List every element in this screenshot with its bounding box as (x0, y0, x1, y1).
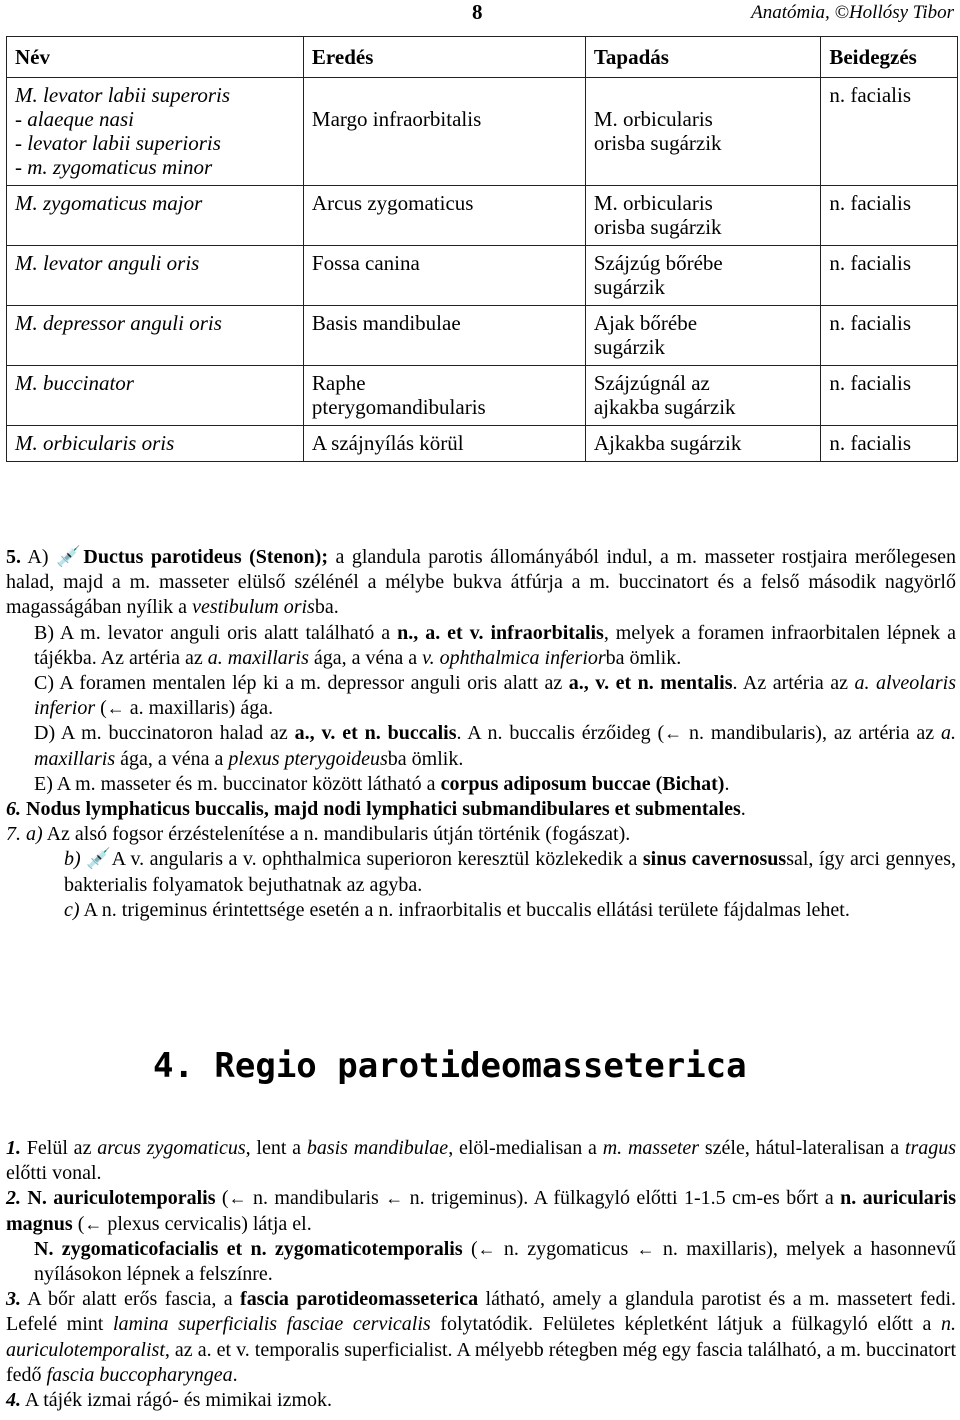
item-2: 2. N. auriculotemporalis (← n. mandibularis ← n. trigeminus). A fülkagyló előtti 1-1.5 cm-es bőrt a n. auricularis magnus (← plexus cervicalis) látja el. (6, 1187, 957, 1235)
innervation-cell: n. facialis (821, 78, 958, 186)
origin-cell: A szájnyílás körül (303, 426, 585, 462)
item-5b: B) A m. levator anguli oris alatt található a n., a. et v. infraorbitalis, melyek a foramen infraorbitalen lépnek a tájékba. Az artéria az a. maxillaris ága, a véna a v. ophthalmica inferiorba ömlik. (34, 621, 957, 669)
innervation-cell: n. facialis (821, 246, 958, 306)
arrow-left-icon: ← (477, 1238, 496, 1259)
item-7b: b) 💉A v. angularis a v. ophthalmica superioron keresztül közlekedik a sinus cavernosussal, így arci gennyes, bakterialis folyamatok bejuthatnak az agyba. (64, 848, 957, 896)
origin-cell: Raphe pterygomandibularis (303, 366, 585, 426)
table-row (7, 426, 958, 462)
muscle-name-cell: M. buccinator (7, 366, 304, 426)
item-7a: 7. a) Az alsó fogsor érzéstelenítése a n. mandibularis útján történik (fogászat). (6, 823, 631, 846)
item-1: 1. Felül az arcus zygomaticus, lent a basis mandibulae, elöl-medialisan a m. masseter széle, hátul-lateralisan a tragus előtti vonal. (6, 1137, 957, 1185)
item-2-zygomatic: N. zygomaticofacialis et n. zygomaticotemporalis (← n. zygomaticus ← n. maxillaris), melyek a hasonnevű nyílásokon lépnek a felszínre. (34, 1237, 956, 1286)
arrow-left-icon: ← (228, 1188, 247, 1209)
header-tapadas: Tapadás (585, 37, 821, 78)
table-row (7, 366, 958, 426)
muscle-name-cell: M. depressor anguli oris (7, 306, 304, 366)
section-regio-parotideomasseterica (6, 1136, 956, 1413)
header-nev: Név (7, 37, 304, 78)
section-items-5-7 (6, 545, 956, 923)
insertion-cell: Szájzúg bőrébe sugárzik (585, 246, 821, 306)
header-beidegzes: Beidegzés (821, 37, 958, 78)
arrow-left-icon: ← (664, 723, 683, 744)
muscle-name-cell: M. levator labii superoris - alaeque nasi - levator labii superioris - m. zygomaticus minor (7, 78, 304, 186)
syringe-icon: 💉 (86, 848, 112, 871)
item-6: 6. Nodus lymphaticus buccalis, majd nodi lymphatici submandibulares et submentales. (6, 798, 746, 821)
item-7c: c) A n. trigeminus érintettsége esetén a n. infraorbitalis et buccalis ellátási területe fájdalmas lehet. (64, 898, 850, 921)
syringe-icon: 💉 (55, 546, 84, 568)
insertion-cell: Szájzúgnál az ajkakba sugárzik (585, 366, 821, 426)
muscle-name-cell: M. orbicularis oris (7, 426, 304, 462)
arrow-left-icon: ← (106, 698, 125, 719)
insertion-cell: M. orbicularis orisba sugárzik (585, 78, 821, 186)
innervation-cell: n. facialis (821, 426, 958, 462)
item-4: 4. A tájék izmai rágó- és mimikai izmok. (6, 1389, 333, 1412)
arrow-left-icon: ← (385, 1188, 404, 1209)
table-row (7, 78, 958, 186)
muscle-name-cell: M. levator anguli oris (7, 246, 304, 306)
table-row (7, 246, 958, 306)
table-row (7, 306, 958, 366)
insertion-cell: Ajak bőrébe sugárzik (585, 306, 821, 366)
innervation-cell: n. facialis (821, 366, 958, 426)
item-5c: C) A foramen mentalen lép ki a m. depressor anguli oris alatt az a., v. et n. mentalis. Az artéria az a. alveolaris inferior (← a. maxillaris) ága. (34, 672, 956, 720)
header-eredes: Eredés (303, 37, 585, 78)
origin-cell: Basis mandibulae (303, 306, 585, 366)
item-5a: 5. A) 💉Ductus parotideus (Stenon); a glandula parotis állományából indul, a m. masseter rostjaira merőlegesen halad, majd a m. masseter elülső szélénél a mélybe bukva átfúrja a m. buccinatort és a felső második nagyörlő magasságában nyílik a vestibulum orisba. (6, 546, 956, 619)
origin-cell: Margo infraorbitalis (303, 78, 585, 186)
arrow-left-icon: ← (636, 1238, 655, 1259)
muscle-name-cell: M. zygomaticus major (7, 186, 304, 246)
section-title: 4. Regio parotideomasseterica (153, 1046, 747, 1086)
page-number: 8 (472, 0, 483, 24)
table-row (7, 186, 958, 246)
arrow-left-icon: ← (84, 1213, 103, 1234)
item-5e: E) A m. masseter és m. buccinator között látható a corpus adiposum buccae (Bichat). (34, 772, 730, 795)
page-author: Anatómia, ©Hollósy Tibor (751, 2, 954, 23)
origin-cell: Arcus zygomaticus (303, 186, 585, 246)
innervation-cell: n. facialis (821, 186, 958, 246)
insertion-cell: M. orbicularis orisba sugárzik (585, 186, 821, 246)
origin-cell: Fossa canina (303, 246, 585, 306)
insertion-cell: Ajkakba sugárzik (585, 426, 821, 462)
item-3: 3. A bőr alatt erős fascia, a fascia parotideomasseterica látható, amely a glandula parotist és a m. massetert fedi. Lefelé mint lamina superficialis fasciae cervicalis folytatódik. Felületes képletként látjuk a fülkagyló előtt a n. auriculotemporalist, az a. et v. temporalis superficialist. A mélyebb rétegben még egy fascia található, a m. buccinatort fedő fascia buccopharyngea. (6, 1288, 956, 1386)
innervation-cell: n. facialis (821, 306, 958, 366)
item-5d: D) A m. buccinatoron halad az a., v. et n. buccalis. A n. buccalis érzőideg (← n. mandibularis), az artéria az a. maxillaris ága, a véna a plexus pterygoideusba ömlik. (34, 722, 957, 770)
table-header-row (7, 37, 958, 78)
muscle-table (6, 36, 958, 462)
